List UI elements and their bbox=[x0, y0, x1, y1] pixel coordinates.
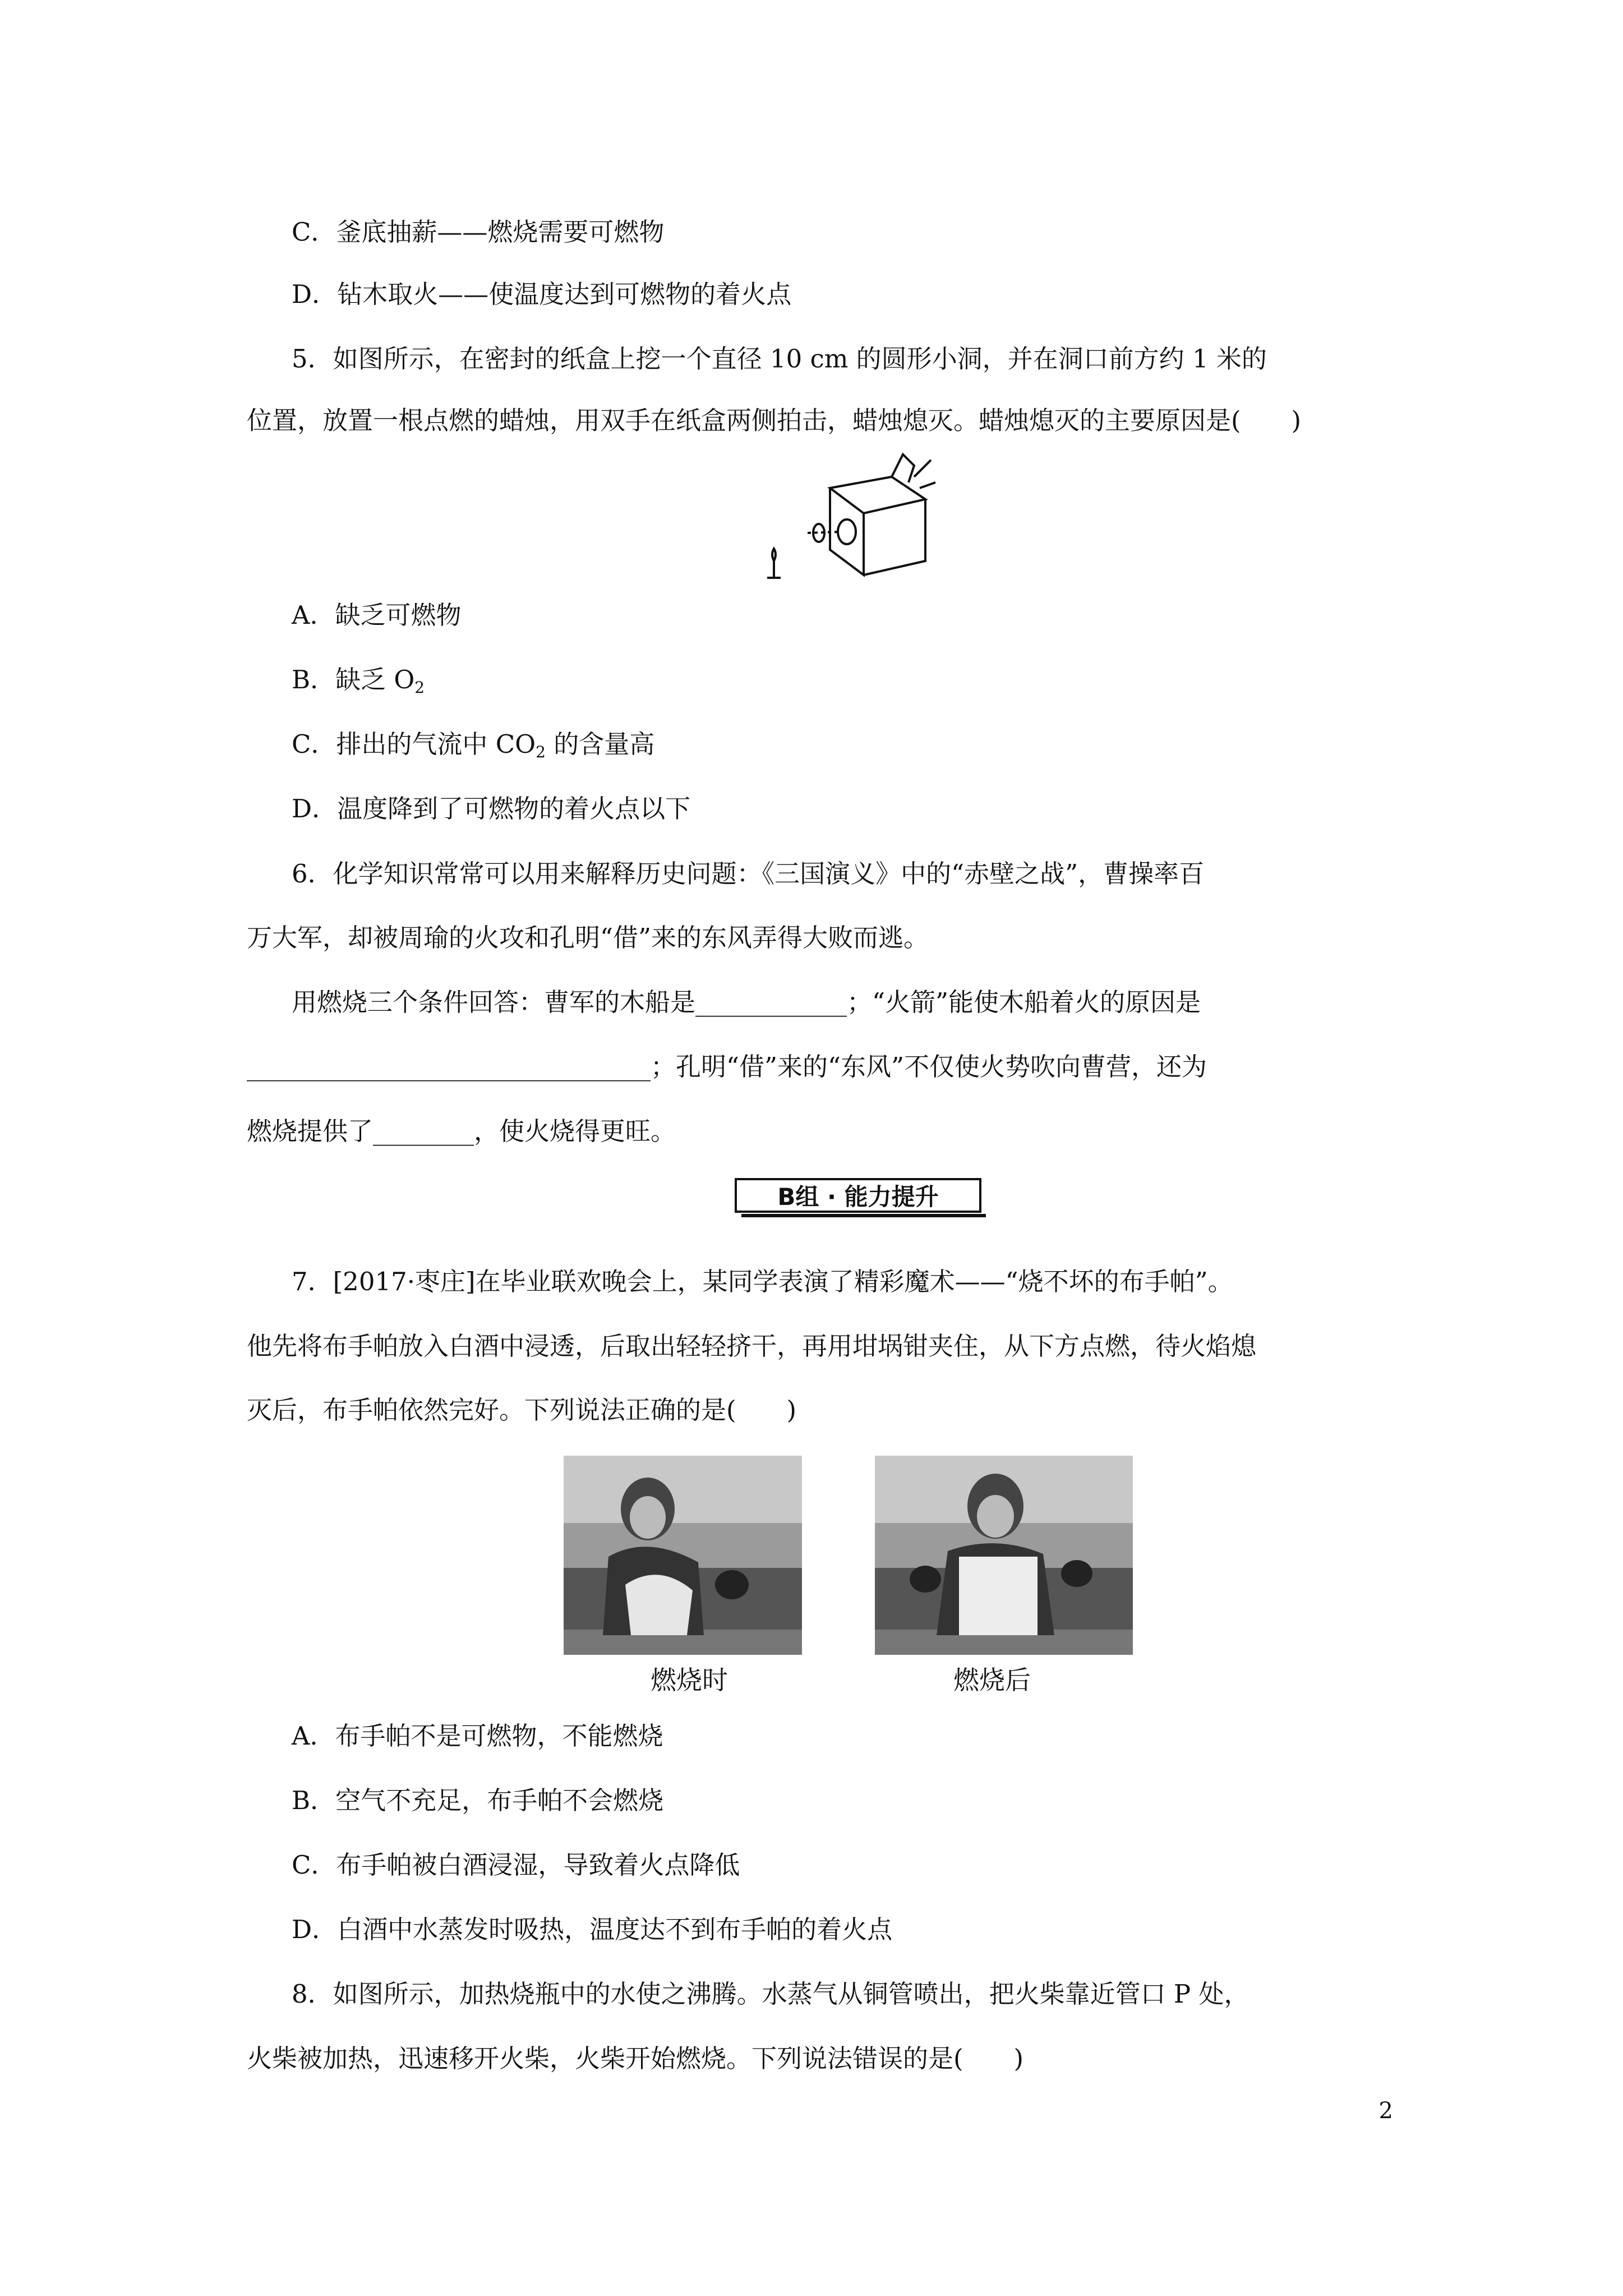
photo-after-burning bbox=[875, 1456, 1133, 1655]
option-c-q7: C．布手帕被白酒浸湿，导致着火点降低 bbox=[292, 1850, 740, 1880]
subscript: 2 bbox=[414, 678, 425, 697]
caption-after-burning: 燃烧后 bbox=[953, 1665, 1031, 1695]
question-8-line-1: 8．如图所示，加热烧瓶中的水使之沸腾。水蒸气从铜管喷出，把火柴靠近管口 P 处， bbox=[292, 1979, 1249, 2009]
question-5-line-2: 位置，放置一根点燃的蜡烛，用双手在纸盒两侧拍击，蜡烛熄灭。蜡烛熄灭的主要原因是( ) bbox=[247, 406, 1302, 435]
question-6-line-5: 燃烧提供了________，使火烧得更旺。 bbox=[247, 1116, 676, 1146]
option-b-q5 bbox=[292, 663, 425, 705]
option-c-q5 bbox=[292, 728, 654, 769]
option-b-q5-text: B．缺乏 O bbox=[292, 665, 415, 694]
option-d-q5: D．温度降到了可燃物的着火点以下 bbox=[292, 794, 691, 823]
question-5-line-1: 5．如图所示，在密封的纸盒上挖一个直径 10 cm 的圆形小洞，并在洞口前方约 1 米的 bbox=[292, 344, 1267, 374]
page-number: 2 bbox=[1378, 2098, 1393, 2124]
question-7-line-2: 他先将布手帕放入白酒中浸透，后取出轻轻挤干，再用坩埚钳夹住，从下方点燃，待火焰熄 bbox=[247, 1331, 1257, 1361]
question-6-line-2: 万大军，却被周瑜的火攻和孔明“借”来的东风弄得大败而逃。 bbox=[247, 923, 929, 953]
subscript: 2 bbox=[536, 743, 546, 761]
caption-burning: 燃烧时 bbox=[651, 1665, 728, 1695]
question-6-line-4: ________________________________；孔明“借”来的“东风”不仅使火势吹向曹营，还为 bbox=[247, 1052, 1207, 1082]
option-b-q7: B．空气不充足，布手帕不会燃烧 bbox=[292, 1786, 664, 1815]
question-6-line-1: 6．化学知识常常可以用来解释历史问题：《三国演义》中的“赤壁之战”，曹操率百 bbox=[292, 859, 1205, 889]
option-d-q7: D．白酒中水蒸发时吸热，温度达不到布手帕的着火点 bbox=[292, 1915, 893, 1944]
question-7-line-1: 7．[2017·枣庄]在毕业联欢晚会上，某同学表演了精彩魔术——“烧不坏的布手帕”。 bbox=[292, 1267, 1233, 1296]
question-6-line-3: 用燃烧三个条件回答：曹军的木船是____________；“火箭”能使木船着火的原因是 bbox=[292, 987, 1201, 1017]
option-c-q4: C．釜底抽薪——燃烧需要可燃物 bbox=[292, 217, 665, 247]
option-a-q5: A．缺乏可燃物 bbox=[292, 600, 462, 630]
box-candle-figure bbox=[751, 443, 937, 583]
option-a-q7: A．布手帕不是可燃物，不能燃烧 bbox=[292, 1721, 663, 1751]
option-d-q4: D．钻木取火——使温度达到可燃物的着火点 bbox=[292, 279, 792, 309]
option-c-q5-text-end: 的含量高 bbox=[545, 729, 655, 759]
photo-burning bbox=[564, 1456, 802, 1655]
section-header: B组 · 能力提升 bbox=[735, 1178, 981, 1213]
question-8-line-2: 火柴被加热，迅速移开火柴，火柴开始燃烧。下列说法错误的是( ) bbox=[247, 2044, 1024, 2073]
option-c-q5-text: C．排出的气流中 CO bbox=[292, 729, 536, 759]
question-7-line-3: 灭后，布手帕依然完好。下列说法正确的是( ) bbox=[247, 1395, 797, 1425]
